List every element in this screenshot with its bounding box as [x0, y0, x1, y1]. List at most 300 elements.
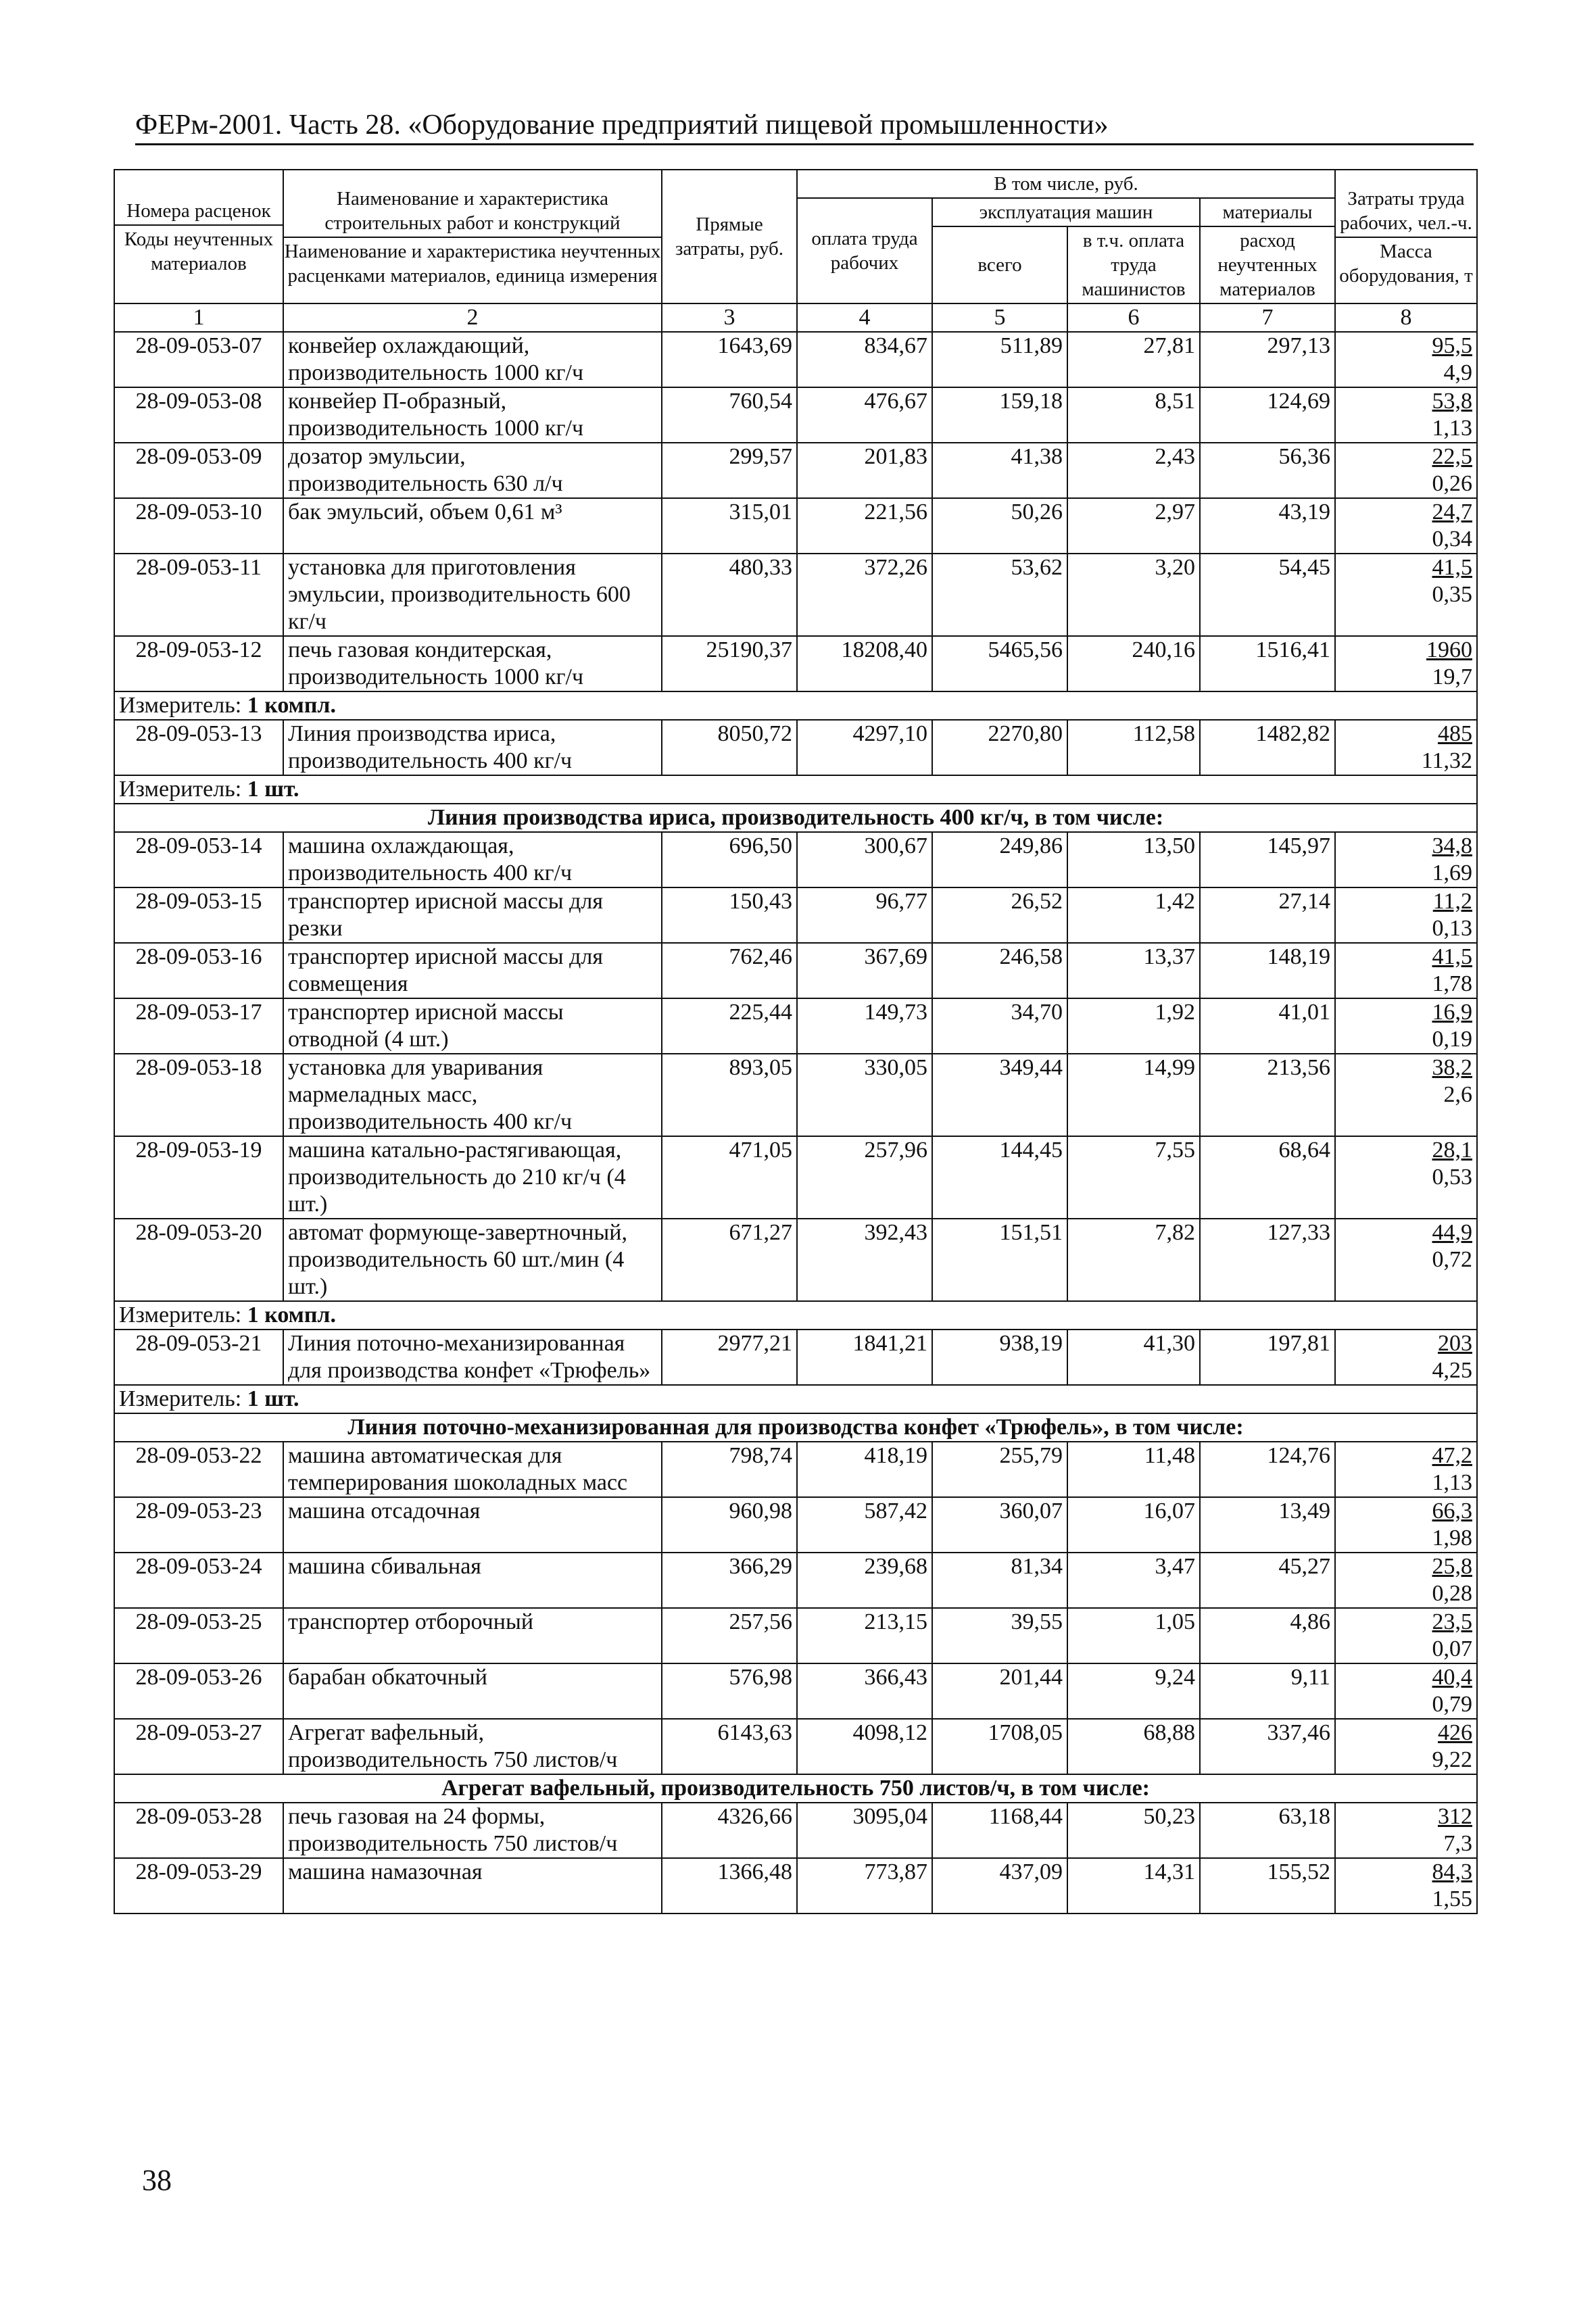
measure-value: 1 шт.: [247, 1386, 299, 1411]
measure-value: 1 шт.: [247, 777, 299, 802]
work-name-cell: бак эмульсий, объем 0,61 м³: [283, 498, 662, 554]
material-costs-cell: 197,81: [1200, 1330, 1335, 1385]
labor-mass-cell: [1335, 1803, 1477, 1858]
table-row: [114, 998, 1477, 1054]
worker-wage-cell: 4098,12: [797, 1719, 932, 1774]
labor-mass-cell: [1335, 1553, 1477, 1608]
head-machines: эксплуатация машин: [932, 198, 1200, 226]
table-row: [114, 636, 1477, 691]
equipment-mass: 0,28: [1432, 1581, 1472, 1606]
machine-costs-cell: 39,55: [932, 1608, 1067, 1663]
labor-hours: 22,5: [1432, 444, 1472, 469]
machine-costs-cell: 34,70: [932, 998, 1067, 1054]
machine-costs-cell: 81,34: [932, 1553, 1067, 1608]
equipment-mass: 0,72: [1432, 1247, 1472, 1272]
worker-wage-cell: 213,15: [797, 1608, 932, 1663]
operator-wage-cell: 14,99: [1067, 1054, 1200, 1136]
measure-row: [114, 1301, 1477, 1330]
work-name-cell: дозатор эмульсии, производительность 630 л/ч: [283, 443, 662, 498]
rate-code-cell: 28-09-053-26: [114, 1663, 283, 1719]
labor-hours: 84,3: [1432, 1859, 1472, 1884]
worker-wage-cell: 1841,21: [797, 1330, 932, 1385]
measure-label: Измеритель:: [119, 693, 247, 718]
labor-mass-cell: [1335, 1719, 1477, 1774]
worker-wage-cell: 366,43: [797, 1663, 932, 1719]
worker-wage-cell: 587,42: [797, 1497, 932, 1553]
labor-mass-cell: [1335, 1858, 1477, 1914]
labor-hours: 23,5: [1432, 1609, 1472, 1634]
labor-hours: 485: [1438, 721, 1472, 746]
operator-wage-cell: 50,23: [1067, 1803, 1200, 1858]
labor-hours: 11,2: [1432, 889, 1472, 914]
column-index: 6: [1067, 303, 1200, 332]
equipment-mass: 0,26: [1432, 471, 1472, 496]
head-mass: Масса оборудования, т: [1336, 237, 1476, 288]
column-index: 2: [283, 303, 662, 332]
page-number: 38: [142, 2164, 172, 2197]
direct-costs-cell: 576,98: [662, 1663, 797, 1719]
equipment-mass: 0,34: [1432, 527, 1472, 552]
page-header-title: ФЕРм-2001. Часть 28. «Оборудование предприятий пищевой промышленности»: [135, 107, 1474, 145]
table-row: [114, 720, 1477, 775]
section-row: [114, 1413, 1477, 1442]
head-codes: [114, 170, 283, 303]
direct-costs-cell: 315,01: [662, 498, 797, 554]
labor-mass-cell: [1335, 443, 1477, 498]
rate-code-cell: 28-09-053-12: [114, 636, 283, 691]
material-costs-cell: 43,19: [1200, 498, 1335, 554]
labor-hours: 25,8: [1432, 1554, 1472, 1579]
operator-wage-cell: 1,42: [1067, 887, 1200, 943]
work-name-cell: транспортер отборочный: [283, 1608, 662, 1663]
machine-costs-cell: 26,52: [932, 887, 1067, 943]
head-names: [283, 170, 662, 303]
direct-costs-cell: 366,29: [662, 1553, 797, 1608]
material-costs-cell: 56,36: [1200, 443, 1335, 498]
machine-costs-cell: 201,44: [932, 1663, 1067, 1719]
direct-costs-cell: 8050,72: [662, 720, 797, 775]
worker-wage-cell: 4297,10: [797, 720, 932, 775]
material-costs-cell: 297,13: [1200, 332, 1335, 387]
rate-code-cell: 28-09-053-20: [114, 1219, 283, 1301]
material-costs-cell: 41,01: [1200, 998, 1335, 1054]
work-name-cell: Агрегат вафельный, производительность 750 листов/ч: [283, 1719, 662, 1774]
machine-costs-cell: 1708,05: [932, 1719, 1067, 1774]
material-costs-cell: 1516,41: [1200, 636, 1335, 691]
work-name-cell: автомат формующе-завертночный, производительность 60 шт./мин (4 шт.): [283, 1219, 662, 1301]
measure-value: 1 компл.: [247, 693, 337, 718]
machine-costs-cell: 144,45: [932, 1136, 1067, 1219]
labor-hours: 38,2: [1432, 1055, 1472, 1080]
material-costs-cell: 155,52: [1200, 1858, 1335, 1914]
table-row: [114, 1719, 1477, 1774]
operator-wage-cell: 112,58: [1067, 720, 1200, 775]
equipment-mass: 0,13: [1432, 916, 1472, 941]
material-costs-cell: 213,56: [1200, 1054, 1335, 1136]
material-costs-cell: 148,19: [1200, 943, 1335, 998]
rate-code-cell: 28-09-053-21: [114, 1330, 283, 1385]
equipment-mass: 0,35: [1432, 582, 1472, 607]
equipment-mass: 1,55: [1432, 1886, 1472, 1911]
column-index: 5: [932, 303, 1067, 332]
worker-wage-cell: 300,67: [797, 832, 932, 887]
machine-costs-cell: 255,79: [932, 1442, 1067, 1497]
work-name-cell: машина намазочная: [283, 1858, 662, 1914]
machine-costs-cell: 249,86: [932, 832, 1067, 887]
labor-mass-cell: [1335, 1054, 1477, 1136]
worker-wage-cell: 96,77: [797, 887, 932, 943]
labor-hours: 426: [1438, 1720, 1472, 1745]
worker-wage-cell: 221,56: [797, 498, 932, 554]
operator-wage-cell: 16,07: [1067, 1497, 1200, 1553]
material-costs-cell: 124,76: [1200, 1442, 1335, 1497]
worker-wage-cell: 18208,40: [797, 636, 932, 691]
rate-code-cell: 28-09-053-18: [114, 1054, 283, 1136]
worker-wage-cell: 3095,04: [797, 1803, 932, 1858]
measure-label: Измеритель:: [119, 1302, 247, 1327]
work-name-cell: машина катально-растягивающая, производительность до 210 кг/ч (4 шт.): [283, 1136, 662, 1219]
labor-hours: 44,9: [1432, 1220, 1472, 1245]
table-row: [114, 1858, 1477, 1914]
measure-label: Измеритель:: [119, 1386, 247, 1411]
equipment-mass: 4,25: [1432, 1358, 1472, 1383]
rate-code-cell: 28-09-053-07: [114, 332, 283, 387]
head-work-name: Наименование и характеристика строительных работ и конструкций: [324, 188, 621, 234]
labor-hours: 1960: [1426, 637, 1472, 662]
material-costs-cell: 27,14: [1200, 887, 1335, 943]
direct-costs-cell: 893,05: [662, 1054, 797, 1136]
table-row: [114, 832, 1477, 887]
measure-value: 1 компл.: [247, 1302, 337, 1327]
operator-wage-cell: 7,55: [1067, 1136, 1200, 1219]
head-worker-wage: оплата труда рабочих: [797, 198, 932, 303]
table-row: [114, 1608, 1477, 1663]
head-direct-costs: Прямые затраты, руб.: [662, 170, 797, 303]
labor-mass-cell: [1335, 998, 1477, 1054]
labor-hours: 53,8: [1432, 389, 1472, 414]
machine-costs-cell: 511,89: [932, 332, 1067, 387]
section-title: Линия поточно-механизированная для производства конфет «Трюфель», в том числе:: [114, 1413, 1477, 1442]
rate-code-cell: 28-09-053-09: [114, 443, 283, 498]
equipment-mass: 1,69: [1432, 860, 1472, 885]
rate-code-cell: 28-09-053-16: [114, 943, 283, 998]
direct-costs-cell: 150,43: [662, 887, 797, 943]
work-name-cell: машина сбивальная: [283, 1553, 662, 1608]
equipment-mass: 0,07: [1432, 1636, 1472, 1661]
operator-wage-cell: 3,47: [1067, 1553, 1200, 1608]
operator-wage-cell: 8,51: [1067, 387, 1200, 443]
direct-costs-cell: 671,27: [662, 1219, 797, 1301]
table-body: [114, 332, 1477, 1914]
column-index: 1: [114, 303, 283, 332]
rate-code-cell: 28-09-053-19: [114, 1136, 283, 1219]
head-rate-numbers: Номера расценок: [126, 200, 271, 222]
work-name-cell: транспортер ирисной массы для совмещения: [283, 943, 662, 998]
labor-hours: 66,3: [1432, 1498, 1472, 1524]
material-costs-cell: 145,97: [1200, 832, 1335, 887]
table-row: [114, 887, 1477, 943]
rate-code-cell: 28-09-053-08: [114, 387, 283, 443]
measure-cell: [114, 775, 1477, 804]
table-row: [114, 943, 1477, 998]
labor-mass-cell: [1335, 943, 1477, 998]
labor-mass-cell: [1335, 498, 1477, 554]
column-index: 7: [1200, 303, 1335, 332]
table-row: [114, 1219, 1477, 1301]
head-labor: Затраты труда рабочих, чел.-ч.: [1340, 188, 1472, 234]
rate-code-cell: 28-09-053-15: [114, 887, 283, 943]
work-name-cell: печь газовая кондитерская, производительность 1000 кг/ч: [283, 636, 662, 691]
direct-costs-cell: 6143,63: [662, 1719, 797, 1774]
equipment-mass: 1,13: [1432, 1470, 1472, 1495]
labor-hours: 95,5: [1432, 333, 1472, 358]
worker-wage-cell: 201,83: [797, 443, 932, 498]
table-row: [114, 443, 1477, 498]
worker-wage-cell: 330,05: [797, 1054, 932, 1136]
head-operator-wage: в т.ч. оплата труда машинистов: [1067, 226, 1200, 303]
labor-mass-cell: [1335, 636, 1477, 691]
rate-code-cell: 28-09-053-23: [114, 1497, 283, 1553]
direct-costs-cell: 2977,21: [662, 1330, 797, 1385]
work-name-cell: транспортер ирисной массы для резки: [283, 887, 662, 943]
machine-costs-cell: 360,07: [932, 1497, 1067, 1553]
labor-hours: 47,2: [1432, 1443, 1472, 1468]
operator-wage-cell: 68,88: [1067, 1719, 1200, 1774]
direct-costs-cell: 4326,66: [662, 1803, 797, 1858]
work-name-cell: Линия поточно-механизированная для производства конфет «Трюфель»: [283, 1330, 662, 1385]
worker-wage-cell: 367,69: [797, 943, 932, 998]
direct-costs-cell: 480,33: [662, 554, 797, 636]
labor-hours: 41,5: [1432, 555, 1472, 580]
material-costs-cell: 63,18: [1200, 1803, 1335, 1858]
head-labor-mass: [1335, 170, 1477, 303]
labor-hours: 41,5: [1432, 944, 1472, 969]
measure-row: [114, 691, 1477, 720]
direct-costs-cell: 257,56: [662, 1608, 797, 1663]
machine-costs-cell: 159,18: [932, 387, 1067, 443]
column-index: 3: [662, 303, 797, 332]
machine-costs-cell: 50,26: [932, 498, 1067, 554]
labor-mass-cell: [1335, 887, 1477, 943]
rate-code-cell: 28-09-053-22: [114, 1442, 283, 1497]
work-name-cell: барабан обкаточный: [283, 1663, 662, 1719]
machine-costs-cell: 53,62: [932, 554, 1067, 636]
labor-mass-cell: [1335, 1442, 1477, 1497]
direct-costs-cell: 960,98: [662, 1497, 797, 1553]
labor-hours: 28,1: [1432, 1138, 1472, 1163]
table-row: [114, 1553, 1477, 1608]
rate-code-cell: 28-09-053-29: [114, 1858, 283, 1914]
equipment-mass: 4,9: [1443, 360, 1472, 385]
work-name-cell: машина автоматическая для темперирования шоколадных масс: [283, 1442, 662, 1497]
equipment-mass: 7,3: [1443, 1831, 1472, 1856]
operator-wage-cell: 41,30: [1067, 1330, 1200, 1385]
rate-code-cell: 28-09-053-14: [114, 832, 283, 887]
rates-table: [114, 169, 1478, 1914]
work-name-cell: Линия производства ириса, производительность 400 кг/ч: [283, 720, 662, 775]
machine-costs-cell: 5465,56: [932, 636, 1067, 691]
machine-costs-cell: 2270,80: [932, 720, 1067, 775]
direct-costs-cell: 1366,48: [662, 1858, 797, 1914]
labor-mass-cell: [1335, 1497, 1477, 1553]
material-costs-cell: 127,33: [1200, 1219, 1335, 1301]
column-index: 8: [1335, 303, 1477, 332]
equipment-mass: 1,78: [1432, 971, 1472, 996]
labor-hours: 203: [1438, 1331, 1472, 1356]
measure-cell: [114, 1301, 1477, 1330]
worker-wage-cell: 257,96: [797, 1136, 932, 1219]
worker-wage-cell: 149,73: [797, 998, 932, 1054]
table-row: [114, 387, 1477, 443]
material-costs-cell: 68,64: [1200, 1136, 1335, 1219]
table-row: [114, 1330, 1477, 1385]
labor-hours: 34,8: [1432, 833, 1472, 858]
operator-wage-cell: 2,43: [1067, 443, 1200, 498]
machine-costs-cell: 246,58: [932, 943, 1067, 998]
operator-wage-cell: 2,97: [1067, 498, 1200, 554]
operator-wage-cell: 1,92: [1067, 998, 1200, 1054]
section-title: Агрегат вафельный, производительность 750 листов/ч, в том числе:: [114, 1774, 1477, 1803]
labor-hours: 40,4: [1432, 1665, 1472, 1690]
labor-hours: 312: [1438, 1804, 1472, 1829]
equipment-mass: 11,32: [1421, 748, 1472, 773]
measure-row: [114, 775, 1477, 804]
direct-costs-cell: 1643,69: [662, 332, 797, 387]
labor-mass-cell: [1335, 1219, 1477, 1301]
operator-wage-cell: 240,16: [1067, 636, 1200, 691]
operator-wage-cell: 13,37: [1067, 943, 1200, 998]
operator-wage-cell: 13,50: [1067, 832, 1200, 887]
worker-wage-cell: 476,67: [797, 387, 932, 443]
labor-hours: 24,7: [1432, 499, 1472, 525]
machine-costs-cell: 41,38: [932, 443, 1067, 498]
head-machines-total: всего: [932, 226, 1067, 303]
material-costs-cell: 4,86: [1200, 1608, 1335, 1663]
measure-cell: [114, 1385, 1477, 1413]
labor-mass-cell: [1335, 332, 1477, 387]
table-row: [114, 554, 1477, 636]
machine-costs-cell: 349,44: [932, 1054, 1067, 1136]
equipment-mass: 1,98: [1432, 1526, 1472, 1551]
section-title: Линия производства ириса, производительность 400 кг/ч, в том числе:: [114, 804, 1477, 832]
work-name-cell: конвейер П-образный, производительность 1000 кг/ч: [283, 387, 662, 443]
machine-costs-cell: 938,19: [932, 1330, 1067, 1385]
rate-code-cell: 28-09-053-28: [114, 1803, 283, 1858]
work-name-cell: конвейер охлаждающий, производительность 1000 кг/ч: [283, 332, 662, 387]
section-row: [114, 1774, 1477, 1803]
material-costs-cell: 13,49: [1200, 1497, 1335, 1553]
work-name-cell: установка для приготовления эмульсии, производительность 600 кг/ч: [283, 554, 662, 636]
direct-costs-cell: 299,57: [662, 443, 797, 498]
rate-code-cell: 28-09-053-13: [114, 720, 283, 775]
labor-mass-cell: [1335, 832, 1477, 887]
work-name-cell: машина отсадочная: [283, 1497, 662, 1553]
table-row: [114, 498, 1477, 554]
material-costs-cell: 1482,82: [1200, 720, 1335, 775]
worker-wage-cell: 239,68: [797, 1553, 932, 1608]
table-head: [114, 170, 1477, 332]
equipment-mass: 0,79: [1432, 1692, 1472, 1717]
direct-costs-cell: 798,74: [662, 1442, 797, 1497]
machine-costs-cell: 151,51: [932, 1219, 1067, 1301]
material-costs-cell: 45,27: [1200, 1553, 1335, 1608]
measure-row: [114, 1385, 1477, 1413]
column-index-row: [114, 303, 1477, 332]
table-row: [114, 1442, 1477, 1497]
direct-costs-cell: 471,05: [662, 1136, 797, 1219]
operator-wage-cell: 1,05: [1067, 1608, 1200, 1663]
rate-code-cell: 28-09-053-11: [114, 554, 283, 636]
table-row: [114, 1497, 1477, 1553]
table-row: [114, 1663, 1477, 1719]
direct-costs-cell: 760,54: [662, 387, 797, 443]
head-materials: материалы: [1200, 198, 1335, 226]
rate-code-cell: 28-09-053-25: [114, 1608, 283, 1663]
work-name-cell: транспортер ирисной массы отводной (4 шт.): [283, 998, 662, 1054]
measure-label: Измеритель:: [119, 777, 247, 802]
labor-hours: 16,9: [1432, 1000, 1472, 1025]
rate-code-cell: 28-09-053-10: [114, 498, 283, 554]
work-name-cell: установка для уваривания мармеладных масс, производительность 400 кг/ч: [283, 1054, 662, 1136]
direct-costs-cell: 696,50: [662, 832, 797, 887]
labor-mass-cell: [1335, 1608, 1477, 1663]
measure-cell: [114, 691, 1477, 720]
worker-wage-cell: 372,26: [797, 554, 932, 636]
machine-costs-cell: 1168,44: [932, 1803, 1067, 1858]
direct-costs-cell: 225,44: [662, 998, 797, 1054]
material-costs-cell: 54,45: [1200, 554, 1335, 636]
operator-wage-cell: 14,31: [1067, 1858, 1200, 1914]
equipment-mass: 2,6: [1443, 1082, 1472, 1107]
head-material-codes: Коды неучтенных материалов: [115, 224, 283, 276]
material-costs-cell: 337,46: [1200, 1719, 1335, 1774]
labor-mass-cell: [1335, 720, 1477, 775]
column-index: 4: [797, 303, 932, 332]
rate-code-cell: 28-09-053-24: [114, 1553, 283, 1608]
head-material-name: Наименование и характеристика неучтенных расценками материалов, единица измерения: [284, 237, 661, 288]
equipment-mass: 9,22: [1432, 1747, 1472, 1772]
labor-mass-cell: [1335, 1136, 1477, 1219]
head-material-consumption: расход неучтенных материалов: [1200, 226, 1335, 303]
material-costs-cell: 124,69: [1200, 387, 1335, 443]
table-row: [114, 332, 1477, 387]
worker-wage-cell: 418,19: [797, 1442, 932, 1497]
operator-wage-cell: 3,20: [1067, 554, 1200, 636]
worker-wage-cell: 834,67: [797, 332, 932, 387]
table-row: [114, 1803, 1477, 1858]
operator-wage-cell: 9,24: [1067, 1663, 1200, 1719]
section-row: [114, 804, 1477, 832]
machine-costs-cell: 437,09: [932, 1858, 1067, 1914]
labor-mass-cell: [1335, 1663, 1477, 1719]
labor-mass-cell: [1335, 554, 1477, 636]
equipment-mass: 0,19: [1432, 1027, 1472, 1052]
worker-wage-cell: 773,87: [797, 1858, 932, 1914]
labor-mass-cell: [1335, 1330, 1477, 1385]
operator-wage-cell: 27,81: [1067, 332, 1200, 387]
direct-costs-cell: 762,46: [662, 943, 797, 998]
labor-mass-cell: [1335, 387, 1477, 443]
direct-costs-cell: 25190,37: [662, 636, 797, 691]
work-name-cell: машина охлаждающая, производительность 400 кг/ч: [283, 832, 662, 887]
material-costs-cell: 9,11: [1200, 1663, 1335, 1719]
equipment-mass: 1,13: [1432, 416, 1472, 441]
rate-code-cell: 28-09-053-27: [114, 1719, 283, 1774]
worker-wage-cell: 392,43: [797, 1219, 932, 1301]
table-row: [114, 1054, 1477, 1136]
operator-wage-cell: 11,48: [1067, 1442, 1200, 1497]
equipment-mass: 19,7: [1432, 664, 1472, 689]
